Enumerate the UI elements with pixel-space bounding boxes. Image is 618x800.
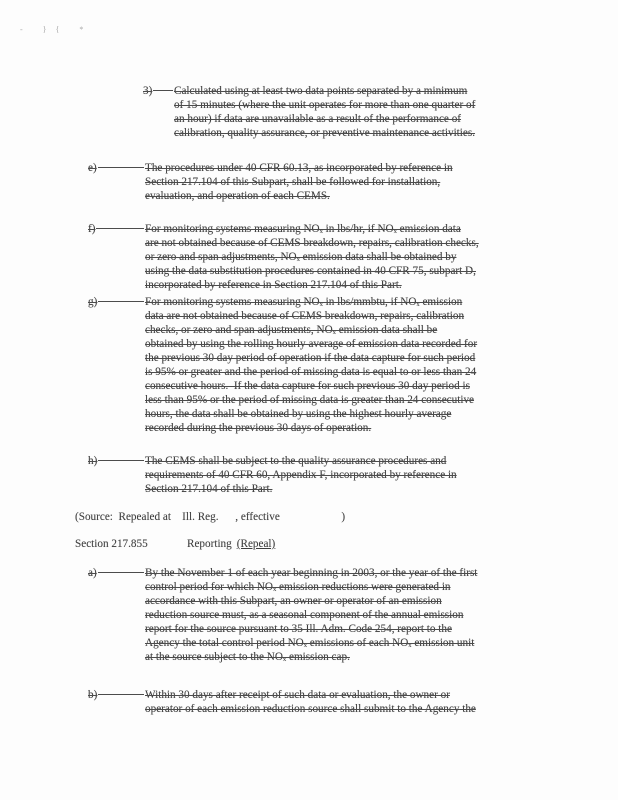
- paragraph-label: [88, 222, 145, 236]
- paragraph-f: [88, 222, 618, 292]
- text-line: requirements of 40 CFR 60, Appendix F, incorporated by reference in: [145, 469, 457, 481]
- text-line: control period for which NOₓ emission reductions were generated in: [145, 581, 451, 593]
- text-line: reduction source must, as a seasonal component of the annual emission: [145, 609, 464, 621]
- paragraph-h: [88, 454, 618, 496]
- paragraph-label-text: 3): [143, 85, 153, 97]
- paragraph-label: [88, 454, 145, 468]
- section-heading: [75, 537, 618, 551]
- paragraph-label-text: h): [88, 455, 98, 467]
- paragraph-label-text: e): [88, 162, 97, 174]
- section-title: Reporting: [187, 538, 232, 550]
- text-line: The procedures under 40 CFR 60.13, as incorporated by reference in: [145, 162, 453, 174]
- text-line: incorporated by reference in Section 217.104 of this Part.: [145, 279, 402, 291]
- text-line: Section 217.104 of this Part.: [145, 483, 273, 495]
- text-line: calibration, quality assurance, or preventive maintenance activities.: [174, 127, 476, 139]
- text-line: The CEMS shall be subject to the quality assurance procedures and: [145, 455, 447, 467]
- text-line: evaluation, and operation of each CEMS.: [145, 190, 330, 202]
- paragraph-text: [174, 84, 618, 140]
- text-line: or zero and span adjustments, NOₓ emission data shall be obtained by: [145, 251, 457, 263]
- strikethrough-leader: [98, 301, 144, 302]
- paragraph-label-text: a): [88, 567, 97, 579]
- repeal-tag: (Repeal): [236, 538, 276, 550]
- paragraph-b: [88, 688, 618, 716]
- text-line: accordance with this Subpart, an owner or operator of an emission: [145, 595, 442, 607]
- text-line: using the data substitution procedures contained in 40 CFR 75, subpart D,: [145, 265, 476, 277]
- text-line: Within 30 days after receipt of such data or evaluation, the owner or: [145, 689, 450, 701]
- text-line: operator of each emission reduction source shall submit to the Agency the: [145, 703, 476, 715]
- text-line: Section 217.104 of this Subpart, shall be followed for installation,: [145, 176, 441, 188]
- paragraph-text: [145, 566, 618, 664]
- text-line: of 15 minutes (where the unit operates for more than one quarter of: [174, 99, 476, 111]
- text-line: checks, or zero and span adjustments, NOₓ emission data shall be: [145, 324, 438, 336]
- section-number: Section 217.855: [75, 538, 148, 550]
- paragraph-3: [143, 84, 618, 140]
- paragraph-text: [145, 454, 618, 496]
- paragraph-g: [88, 295, 618, 435]
- text-line: less than 95% or the period of missing data is greater than 24 consecutive: [145, 394, 475, 406]
- text-line: is 95% or greater and the period of missing data is equal to or less than 24: [145, 366, 477, 378]
- text-line: at the source subject to the NOₓ emission cap.: [145, 651, 350, 663]
- scan-artifact-marks: - }{ *: [20, 25, 93, 34]
- text-line: Calculated using at least two data points separated by a minimum: [174, 85, 468, 97]
- text-line: consecutive hours. If the data capture for such previous 30 day period is: [145, 380, 470, 392]
- paragraph-label-text: f): [88, 223, 96, 235]
- text-line: For monitoring systems measuring NOₓ in lbs/mmbtu, if NOₓ emission: [145, 296, 463, 308]
- text-line: obtained by using the rolling hourly average of emission data recorded for: [145, 338, 478, 350]
- paragraph-label-text: b): [88, 689, 98, 701]
- text-line: the previous 30 day period of operation if the data capture for such period: [145, 352, 476, 364]
- paragraph-label-text: g): [88, 296, 98, 308]
- strikethrough-leader: [98, 460, 144, 461]
- text-line: hours, the data shall be obtained by using the highest hourly average: [145, 408, 452, 420]
- text-line: Agency the total control period NOₓ emissions of each NOₓ emission unit: [145, 637, 475, 649]
- text-line: an hour) if data are unavailable as a result of the performance of: [174, 113, 462, 125]
- strikethrough-leader: [98, 572, 144, 573]
- paragraph-a: [88, 566, 618, 664]
- paragraph-label: [88, 161, 145, 175]
- paragraph-e: [88, 161, 618, 203]
- paragraph-label: [88, 688, 145, 702]
- paragraph-text: [145, 295, 618, 435]
- text-line: For monitoring systems measuring NOₓ in lbs/hr, if NOₓ emission data: [145, 223, 461, 235]
- text-line: recorded during the previous 30 days of operation.: [145, 422, 372, 434]
- strikethrough-leader: [98, 694, 144, 695]
- source-line: (Source: Repealed at Ill. Reg. , effective ): [75, 511, 346, 523]
- paragraph-label: [143, 84, 174, 98]
- strikethrough-leader: [96, 228, 144, 229]
- strikethrough-leader: [98, 167, 144, 168]
- paragraph-label: [88, 566, 145, 580]
- paragraph-text: [145, 688, 618, 716]
- paragraph-text: [145, 161, 618, 203]
- text-line: are not obtained because of CEMS breakdown, repairs, calibration checks,: [145, 237, 479, 249]
- strikethrough-leader: [153, 90, 173, 91]
- paragraph-text: [145, 222, 618, 292]
- text-line: data are not obtained because of CEMS breakdown, repairs, calibration: [145, 310, 465, 322]
- text-line: report for the source pursuant to 35 Ill. Adm. Code 254, report to the: [145, 623, 452, 635]
- text-line: By the November 1 of each year beginning in 2003, or the year of the first: [145, 567, 478, 579]
- paragraph-label: [88, 295, 145, 309]
